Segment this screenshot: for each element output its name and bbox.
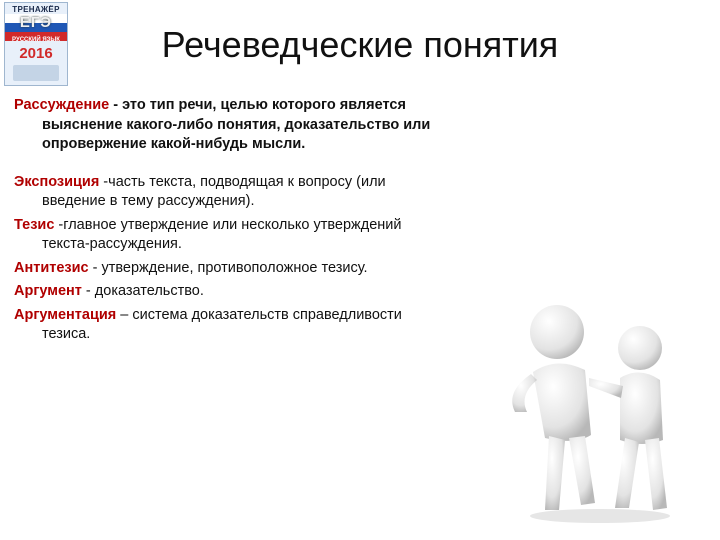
definition-text: - утверждение, противоположное тезису. — [88, 259, 368, 276]
definition-term: Тезис — [14, 216, 55, 233]
definition-term: Антитезис — [14, 259, 89, 276]
definition-term: Экспозиция — [14, 173, 100, 190]
logo-figures-image — [13, 65, 59, 81]
slide-title: Речеведческие понятия — [161, 24, 559, 65]
definition-argumentation — [14, 306, 444, 345]
definition-thesis — [14, 216, 444, 255]
definition-text: - доказательство. — [81, 283, 204, 299]
definition-text: – система доказательств справедливости тезиса. — [42, 306, 402, 342]
definition-term: Аргументация — [14, 306, 117, 323]
logo-year: 2016 — [19, 45, 53, 62]
definition-exposition — [14, 173, 444, 212]
definition-reasoning — [14, 96, 444, 155]
definitions-list — [14, 96, 444, 349]
logo-main-text: ЕГЭ — [19, 14, 53, 31]
definition-text: -главное утверждение или несколько утверждений текста-рассуждения. — [42, 216, 402, 252]
definition-text: - это тип речи, целью которого является выяснение какого-либо понятия, доказательство или опровержение какой-нибудь мысли. — [42, 97, 431, 152]
two-figures-illustration — [505, 300, 675, 525]
definition-argument — [14, 282, 444, 302]
logo-sub-text: РУССКИЙ ЯЗЫК — [12, 37, 60, 43]
definition-antithesis — [14, 259, 444, 279]
definition-text: -часть текста, подводящая к вопросу (или введение в тему рассуждения). — [42, 173, 386, 209]
definition-term: Аргумент — [14, 283, 82, 299]
definition-term: Рассуждение — [14, 97, 110, 113]
logo-top-text: ТРЕНАЖЁР — [12, 5, 60, 14]
